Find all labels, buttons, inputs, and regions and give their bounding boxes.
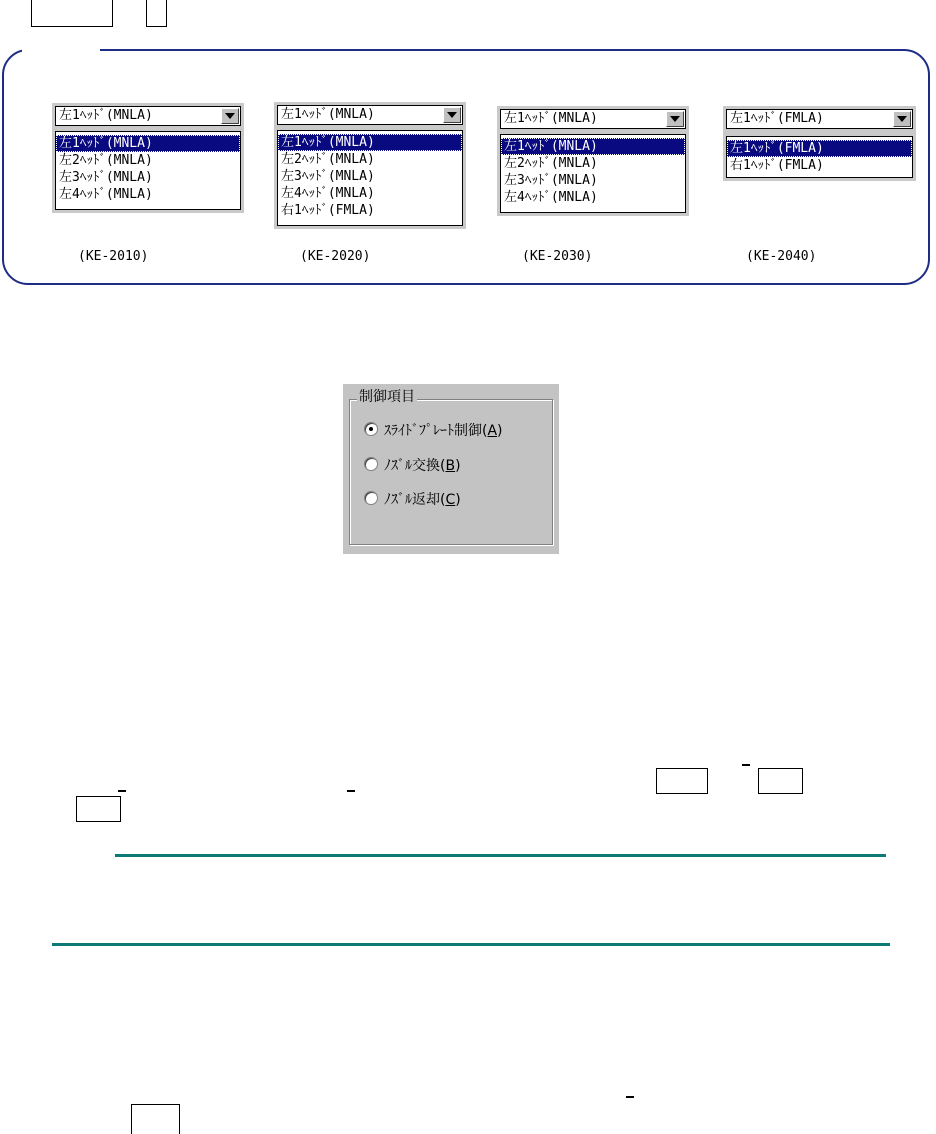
list-item[interactable]: 左4ﾍｯﾄﾞ(MNLA) (281, 186, 375, 201)
dropdown-list (277, 130, 463, 226)
combo-field[interactable] (277, 105, 463, 125)
triangle-down-icon (670, 116, 680, 122)
list-item[interactable]: 左1ﾍｯﾄﾞ(FMLA) (727, 140, 912, 157)
control-dialog (343, 384, 559, 554)
combo-ke2010 (52, 103, 244, 213)
radio-slide-plate[interactable] (364, 421, 503, 441)
triangle-down-icon (897, 116, 907, 122)
combo-field[interactable] (55, 106, 241, 126)
list-item[interactable]: 左4ﾍｯﾄﾞ(MNLA) (504, 190, 598, 205)
model-caption: (KE-2010) (78, 249, 149, 264)
combo-value: 左1ﾍｯﾄﾞ(MNLA) (59, 108, 153, 123)
radio-button-icon[interactable] (364, 491, 378, 505)
group-title: 制御項目 (359, 389, 415, 405)
underline-mark (347, 790, 355, 792)
list-item[interactable]: 左2ﾍｯﾄﾞ(MNLA) (504, 156, 598, 171)
key-box (76, 796, 121, 822)
dropdown-list (500, 134, 686, 213)
list-item[interactable]: 右1ﾍｯﾄﾞ(FMLA) (730, 158, 824, 173)
model-caption: (KE-2020) (300, 249, 371, 264)
list-item[interactable]: 左2ﾍｯﾄﾞ(MNLA) (59, 153, 153, 168)
dropdown-button[interactable] (221, 108, 239, 124)
dropdown-button[interactable] (893, 111, 911, 127)
frame-label-gap (22, 44, 100, 54)
model-caption: (KE-2030) (522, 249, 593, 264)
key-box (131, 1104, 180, 1134)
list-item[interactable]: 左3ﾍｯﾄﾞ(MNLA) (59, 170, 153, 185)
radio-label: ｽﾗｲﾄﾞﾌﾟﾚｰﾄ制御(A) (384, 423, 503, 439)
model-caption: (KE-2040) (746, 249, 817, 264)
radio-button-icon[interactable] (364, 422, 378, 436)
list-item[interactable]: 左2ﾍｯﾄﾞ(MNLA) (281, 152, 375, 167)
triangle-down-icon (447, 112, 457, 118)
radio-label: ﾉｽﾞﾙ交換(B) (384, 458, 461, 474)
list-item[interactable]: 左1ﾍｯﾄﾞ(MNLA) (278, 134, 462, 151)
list-item[interactable]: 左1ﾍｯﾄﾞ(MNLA) (56, 135, 240, 152)
list-item[interactable]: 左3ﾍｯﾄﾞ(MNLA) (504, 173, 598, 188)
section-rule (115, 854, 886, 857)
key-box (31, 0, 113, 27)
radio-nozzle-exchange[interactable] (364, 456, 461, 476)
radio-nozzle-return[interactable] (364, 490, 461, 510)
combo-ke2030 (497, 106, 689, 216)
list-item[interactable]: 左4ﾍｯﾄﾞ(MNLA) (59, 187, 153, 202)
triangle-down-icon (225, 113, 235, 119)
list-item[interactable]: 右1ﾍｯﾄﾞ(FMLA) (281, 203, 375, 218)
list-item[interactable]: 左1ﾍｯﾄﾞ(MNLA) (501, 138, 685, 155)
section-rule (52, 943, 890, 946)
underline-mark (742, 764, 750, 766)
combo-value: 左1ﾍｯﾄﾞ(MNLA) (504, 111, 598, 126)
combo-field[interactable] (500, 109, 686, 129)
combo-value: 左1ﾍｯﾄﾞ(MNLA) (281, 107, 375, 122)
combo-ke2040 (723, 106, 916, 181)
radio-button-icon[interactable] (364, 457, 378, 471)
key-box (656, 768, 708, 794)
underline-mark (118, 790, 126, 792)
underline-mark (626, 1096, 634, 1098)
combo-ke2020 (274, 102, 466, 229)
key-box (146, 0, 167, 27)
key-box (758, 768, 803, 794)
dropdown-list (55, 131, 241, 210)
radio-label: ﾉｽﾞﾙ返却(C) (384, 492, 461, 508)
list-item[interactable]: 左3ﾍｯﾄﾞ(MNLA) (281, 169, 375, 184)
dropdown-button[interactable] (666, 111, 684, 127)
combo-field[interactable] (726, 109, 913, 129)
dropdown-list (726, 136, 913, 178)
dropdown-button[interactable] (443, 107, 461, 123)
combo-value: 左1ﾍｯﾄﾞ(FMLA) (730, 111, 824, 126)
